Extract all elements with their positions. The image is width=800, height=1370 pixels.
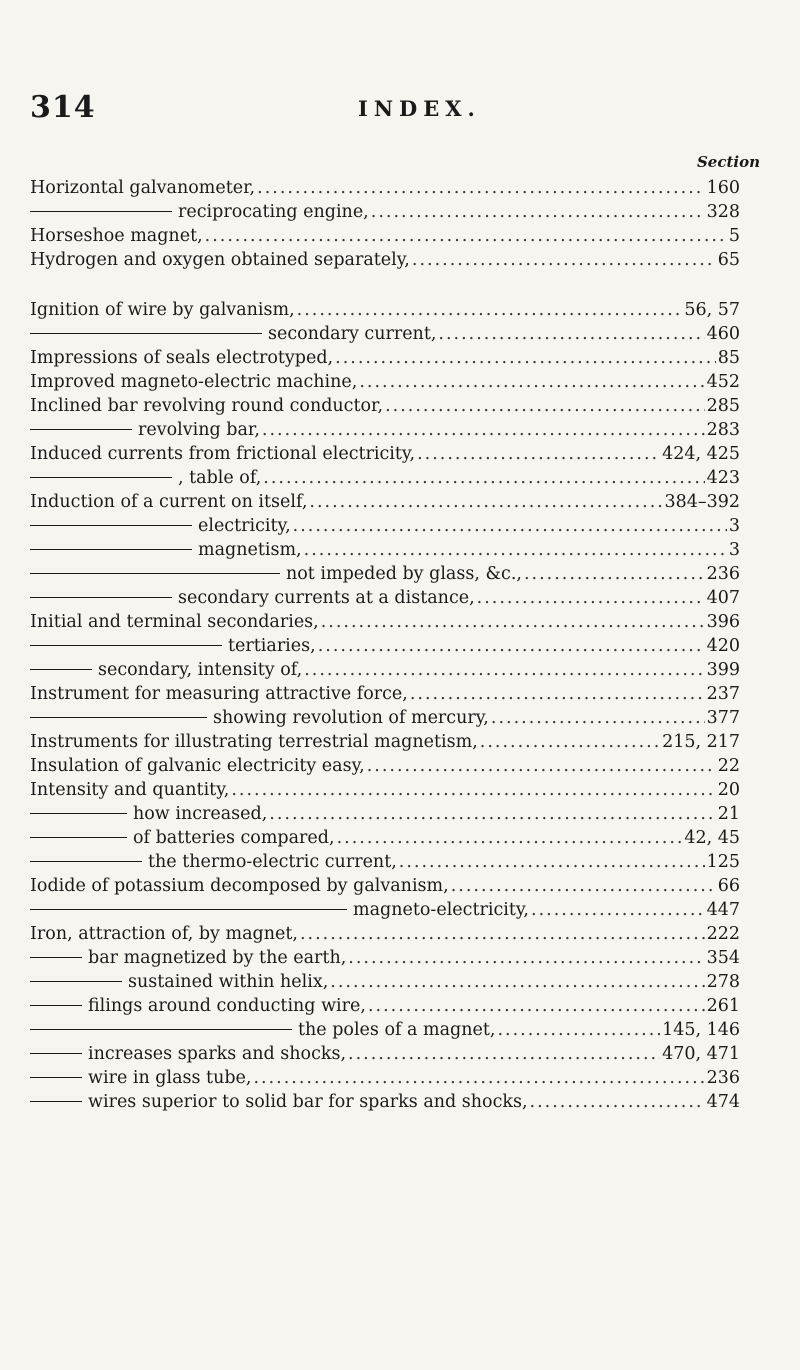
ditto-dash	[30, 211, 172, 212]
entry-text: increases sparks and shocks,	[88, 1044, 347, 1064]
dot-leader	[269, 802, 715, 826]
section-reference: 328	[706, 202, 740, 222]
ditto-dash	[30, 981, 122, 982]
index-entry	[30, 970, 740, 994]
entry-text: revolving bar,	[138, 420, 260, 440]
index-entry	[30, 682, 740, 706]
dot-leader	[530, 1090, 705, 1114]
entry-text: bar magnetized by the earth,	[88, 948, 347, 968]
page-number: 314	[30, 90, 96, 125]
section-reference: 56, 57	[684, 300, 740, 320]
dot-leader	[497, 1018, 660, 1042]
section-reference: 447	[706, 900, 740, 920]
dot-leader	[321, 610, 705, 634]
entry-text: secondary, intensity of,	[98, 660, 303, 680]
ditto-dash	[30, 333, 262, 334]
section-reference: 22	[717, 756, 740, 776]
section-reference: 42, 45	[684, 828, 740, 848]
section-reference: 3	[728, 540, 740, 560]
section-reference: 384–392	[664, 492, 740, 512]
entry-text: tertiaries,	[228, 636, 316, 656]
dot-leader	[385, 394, 705, 418]
index-entry	[30, 490, 740, 514]
dot-leader	[524, 562, 705, 586]
section-reference: 222	[706, 924, 740, 944]
ditto-dash	[30, 1077, 82, 1078]
index-entry	[30, 538, 740, 562]
index-entry	[30, 1042, 740, 1066]
section-reference: 145, 146	[662, 1020, 740, 1040]
entry-text: magneto-electricity,	[353, 900, 529, 920]
entry-text: of batteries compared,	[133, 828, 335, 848]
section-reference: 215, 217	[662, 732, 740, 752]
dot-leader	[451, 874, 716, 898]
dot-leader	[318, 634, 705, 658]
entry-text: electricity,	[198, 516, 291, 536]
ditto-dash	[30, 1005, 82, 1006]
index-entry	[30, 224, 740, 248]
ditto-dash	[30, 1029, 292, 1030]
dot-leader	[262, 418, 705, 442]
ditto-dash	[30, 957, 82, 958]
entry-text: wires superior to solid bar for sparks and shocks,	[88, 1092, 528, 1112]
dot-leader	[480, 730, 660, 754]
index-entry	[30, 850, 740, 874]
dot-leader	[231, 778, 715, 802]
index-entry	[30, 394, 740, 418]
dot-leader	[368, 994, 705, 1018]
entry-text: Horseshoe magnet,	[30, 226, 203, 246]
dot-leader	[477, 586, 705, 610]
entry-text: Instrument for measuring attractive force,	[30, 684, 408, 704]
index-entry	[30, 826, 740, 850]
index-entry	[30, 466, 740, 490]
section-reference: 474	[706, 1092, 740, 1112]
entry-text: Hydrogen and oxygen obtained separately,	[30, 250, 410, 270]
ditto-dash	[30, 909, 347, 910]
index-entry	[30, 346, 740, 370]
dot-leader	[330, 970, 704, 994]
ditto-dash	[30, 1053, 82, 1054]
index-entry	[30, 610, 740, 634]
ditto-dash	[30, 645, 222, 646]
section-reference: 5	[728, 226, 740, 246]
entry-text: Ignition of wire by galvanism,	[30, 300, 295, 320]
dot-leader	[399, 850, 705, 874]
ditto-dash	[30, 429, 132, 430]
section-reference: 424, 425	[662, 444, 740, 464]
section-reference: 407	[706, 588, 740, 608]
index-entry	[30, 778, 740, 802]
ditto-dash	[30, 573, 280, 574]
index-entry	[30, 586, 740, 610]
index-entry	[30, 176, 740, 200]
index-entry	[30, 1090, 740, 1114]
dot-leader	[309, 490, 662, 514]
dot-leader	[304, 538, 727, 562]
dot-leader	[438, 322, 704, 346]
dot-leader	[359, 370, 704, 394]
entry-text: showing revolution of mercury,	[213, 708, 489, 728]
index-entry	[30, 706, 740, 730]
dot-leader	[205, 224, 727, 248]
index-entry	[30, 802, 740, 826]
entry-text: filings around conducting wire,	[88, 996, 366, 1016]
dot-leader	[410, 682, 705, 706]
entry-text: Impressions of seals electrotyped,	[30, 348, 334, 368]
ditto-dash	[30, 549, 192, 550]
entry-text: , table of,	[178, 468, 262, 488]
entry-text: secondary currents at a distance,	[178, 588, 475, 608]
section-reference: 396	[706, 612, 740, 632]
section-reference: 85	[717, 348, 740, 368]
index-entries	[30, 176, 740, 1114]
dot-leader	[348, 946, 704, 970]
entry-text: Improved magneto-electric machine,	[30, 372, 358, 392]
index-entry	[30, 442, 740, 466]
entry-text: Iron, attraction of, by magnet,	[30, 924, 298, 944]
entry-text: secondary current,	[268, 324, 437, 344]
dot-leader	[293, 514, 727, 538]
dot-leader	[297, 298, 683, 322]
index-entry	[30, 562, 740, 586]
index-entry	[30, 730, 740, 754]
running-head: INDEX.	[358, 96, 481, 121]
index-entry	[30, 922, 740, 946]
entry-text: Induced currents from frictional electricity,	[30, 444, 416, 464]
entry-text: sustained within helix,	[128, 972, 329, 992]
index-entry	[30, 898, 740, 922]
section-reference: 354	[706, 948, 740, 968]
dot-leader	[335, 346, 716, 370]
ditto-dash	[30, 861, 142, 862]
index-entry	[30, 754, 740, 778]
index-entry	[30, 418, 740, 442]
index-entry	[30, 634, 740, 658]
dot-leader	[417, 442, 660, 466]
ditto-dash	[30, 597, 172, 598]
entry-text: Horizontal galvanometer,	[30, 178, 256, 198]
index-entry	[30, 514, 740, 538]
section-reference: 283	[706, 420, 740, 440]
entry-text: Induction of a current on itself,	[30, 492, 308, 512]
ditto-dash	[30, 525, 192, 526]
section-reference: 399	[706, 660, 740, 680]
section-reference: 66	[717, 876, 740, 896]
entry-text: Initial and terminal secondaries,	[30, 612, 319, 632]
index-entry	[30, 200, 740, 224]
section-reference: 236	[706, 564, 740, 584]
index-entry	[30, 1018, 740, 1042]
dot-leader	[348, 1042, 660, 1066]
entry-text: Iodide of potassium decomposed by galvanism,	[30, 876, 449, 896]
index-entry	[30, 248, 740, 272]
section-reference: 420	[706, 636, 740, 656]
ditto-dash	[30, 837, 127, 838]
dot-leader	[371, 200, 705, 224]
entry-text: the poles of a magnet,	[298, 1020, 496, 1040]
ditto-dash	[30, 669, 92, 670]
index-entry	[30, 370, 740, 394]
section-reference: 278	[706, 972, 740, 992]
index-entry	[30, 322, 740, 346]
section-reference: 160	[706, 178, 740, 198]
section-reference: 460	[706, 324, 740, 344]
dot-leader	[531, 898, 705, 922]
index-entry	[30, 658, 740, 682]
entry-text: reciprocating engine,	[178, 202, 369, 222]
dot-leader	[257, 176, 704, 200]
section-reference: 237	[706, 684, 740, 704]
entry-text: wire in glass tube,	[88, 1068, 252, 1088]
index-entry	[30, 946, 740, 970]
dot-leader	[263, 466, 704, 490]
section-column-label: Section	[696, 153, 760, 171]
index-entry	[30, 1066, 740, 1090]
entry-text: Insulation of galvanic electricity easy,	[30, 756, 365, 776]
section-reference: 3	[728, 516, 740, 536]
entry-text: Inclined bar revolving round conductor,	[30, 396, 384, 416]
section-reference: 285	[706, 396, 740, 416]
ditto-dash	[30, 717, 207, 718]
dot-leader	[491, 706, 705, 730]
section-reference: 423	[706, 468, 740, 488]
ditto-dash	[30, 477, 172, 478]
entry-text: not impeded by glass, &c.,	[286, 564, 522, 584]
index-entry	[30, 874, 740, 898]
dot-leader	[300, 922, 705, 946]
entry-text: Instruments for illustrating terrestrial magnetism,	[30, 732, 478, 752]
entry-text: magnetism,	[198, 540, 302, 560]
dot-leader	[367, 754, 716, 778]
dot-leader	[304, 658, 704, 682]
section-reference: 21	[717, 804, 740, 824]
entry-text: how increased,	[133, 804, 268, 824]
section-reference: 377	[706, 708, 740, 728]
dot-leader	[337, 826, 683, 850]
section-reference: 20	[717, 780, 740, 800]
section-reference: 452	[706, 372, 740, 392]
index-entry	[30, 298, 740, 322]
dot-leader	[412, 248, 716, 272]
section-reference: 261	[706, 996, 740, 1016]
ditto-dash	[30, 813, 127, 814]
section-reference: 65	[717, 250, 740, 270]
entry-text: Intensity and quantity,	[30, 780, 230, 800]
entry-text: the thermo-electric current,	[148, 852, 397, 872]
ditto-dash	[30, 1101, 82, 1102]
section-reference: 470, 471	[662, 1044, 740, 1064]
dot-leader	[253, 1066, 704, 1090]
section-reference: 125	[706, 852, 740, 872]
index-entry	[30, 994, 740, 1018]
section-reference: 236	[706, 1068, 740, 1088]
